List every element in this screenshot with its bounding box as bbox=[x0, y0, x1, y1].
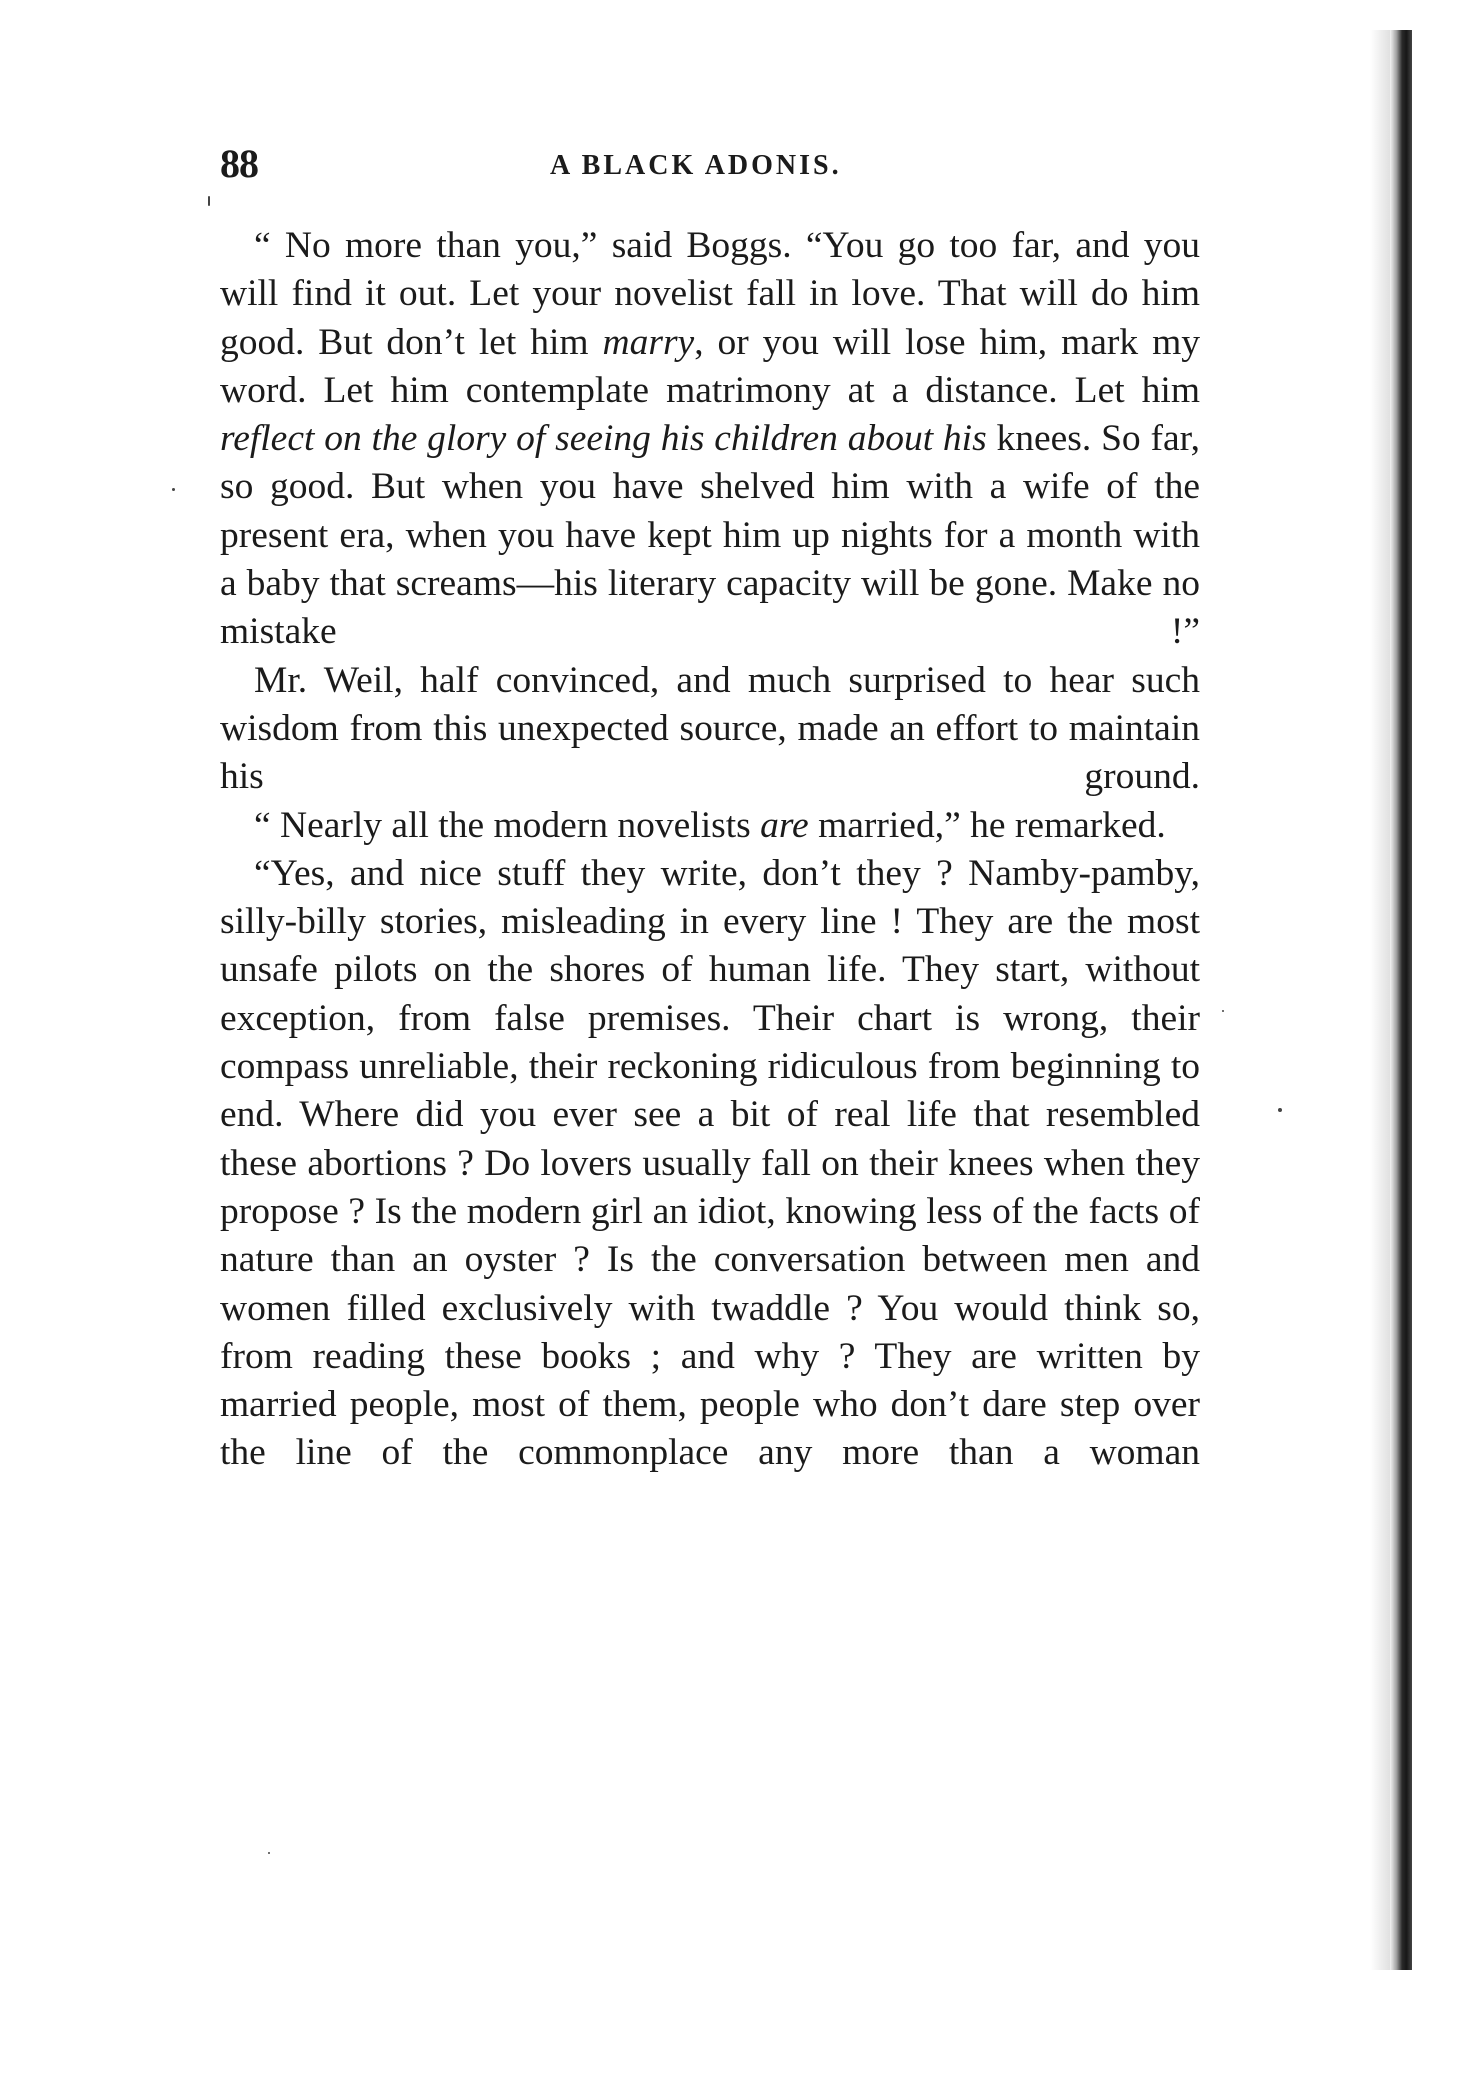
italic-text: marry bbox=[602, 321, 695, 363]
italic-text: are bbox=[760, 804, 809, 846]
page-number: 88 bbox=[220, 141, 258, 186]
print-speck bbox=[268, 1852, 270, 1854]
print-speck bbox=[1278, 1108, 1282, 1112]
binding-edge bbox=[1390, 30, 1412, 1970]
text-span: Mr. Weil, half convinced, and much surprised to hear such wisdom from this unexpected source, made an effort to maintain his ground. bbox=[220, 659, 1200, 798]
binding-shadow bbox=[1370, 30, 1392, 1970]
print-speck bbox=[1222, 1010, 1224, 1012]
text-span: “ No more than you,” said Boggs. “You go too far, and you will find it out. Let your novelist fall in love. That will do him good. But don’t let him bbox=[220, 225, 1200, 363]
print-speck bbox=[172, 488, 175, 491]
text-span: knees. So far, so good. But when you have shelved him with a wife of the present era, when you have kept him up nights for a month with a baby that screams—his literary capacity will be gone. Make no mistake !” bbox=[220, 418, 1200, 653]
text-span: “ Nearly all the modern novelists bbox=[254, 804, 761, 846]
print-speck bbox=[208, 196, 210, 206]
italic-text: reflect on the glory of seeing his children about his bbox=[220, 418, 987, 460]
paragraph bbox=[220, 802, 1200, 850]
paragraph bbox=[220, 850, 1200, 1478]
paragraph bbox=[220, 657, 1200, 802]
text-span: married,” he remarked. bbox=[808, 804, 1166, 846]
paragraph bbox=[220, 222, 1200, 657]
page-header bbox=[220, 140, 1200, 200]
text-span: , or you will lose him, mark my word. Let him contemplate matrimony at a distance. Let him bbox=[220, 321, 1200, 411]
text-span: “Yes, and nice stuff they write, don’t they ? Namby-pamby, silly-billy stories, misleading in every line ! They are the most unsafe pilots on the shores of human life. They start, without exception, from false premises. Their chart is wrong, their compass unreliable, their reckoning ridiculous from beginning to end. Where did you ever see a bit of real life that resembled these abortions ? Do lovers usually fall on their knees when they propose ? Is the modern girl an idiot, knowing less of the facts of nature than an oyster ? Is the conversation between men and women filled exclusively with twaddle ? You would think so, from reading these books ; and why ? They are written by married people, most of them, people who don’t dare step over the line of the commonplace any more than a woman bbox=[220, 852, 1200, 1474]
running-title: A BLACK ADONIS. bbox=[550, 150, 842, 181]
body-text bbox=[220, 222, 1200, 1478]
